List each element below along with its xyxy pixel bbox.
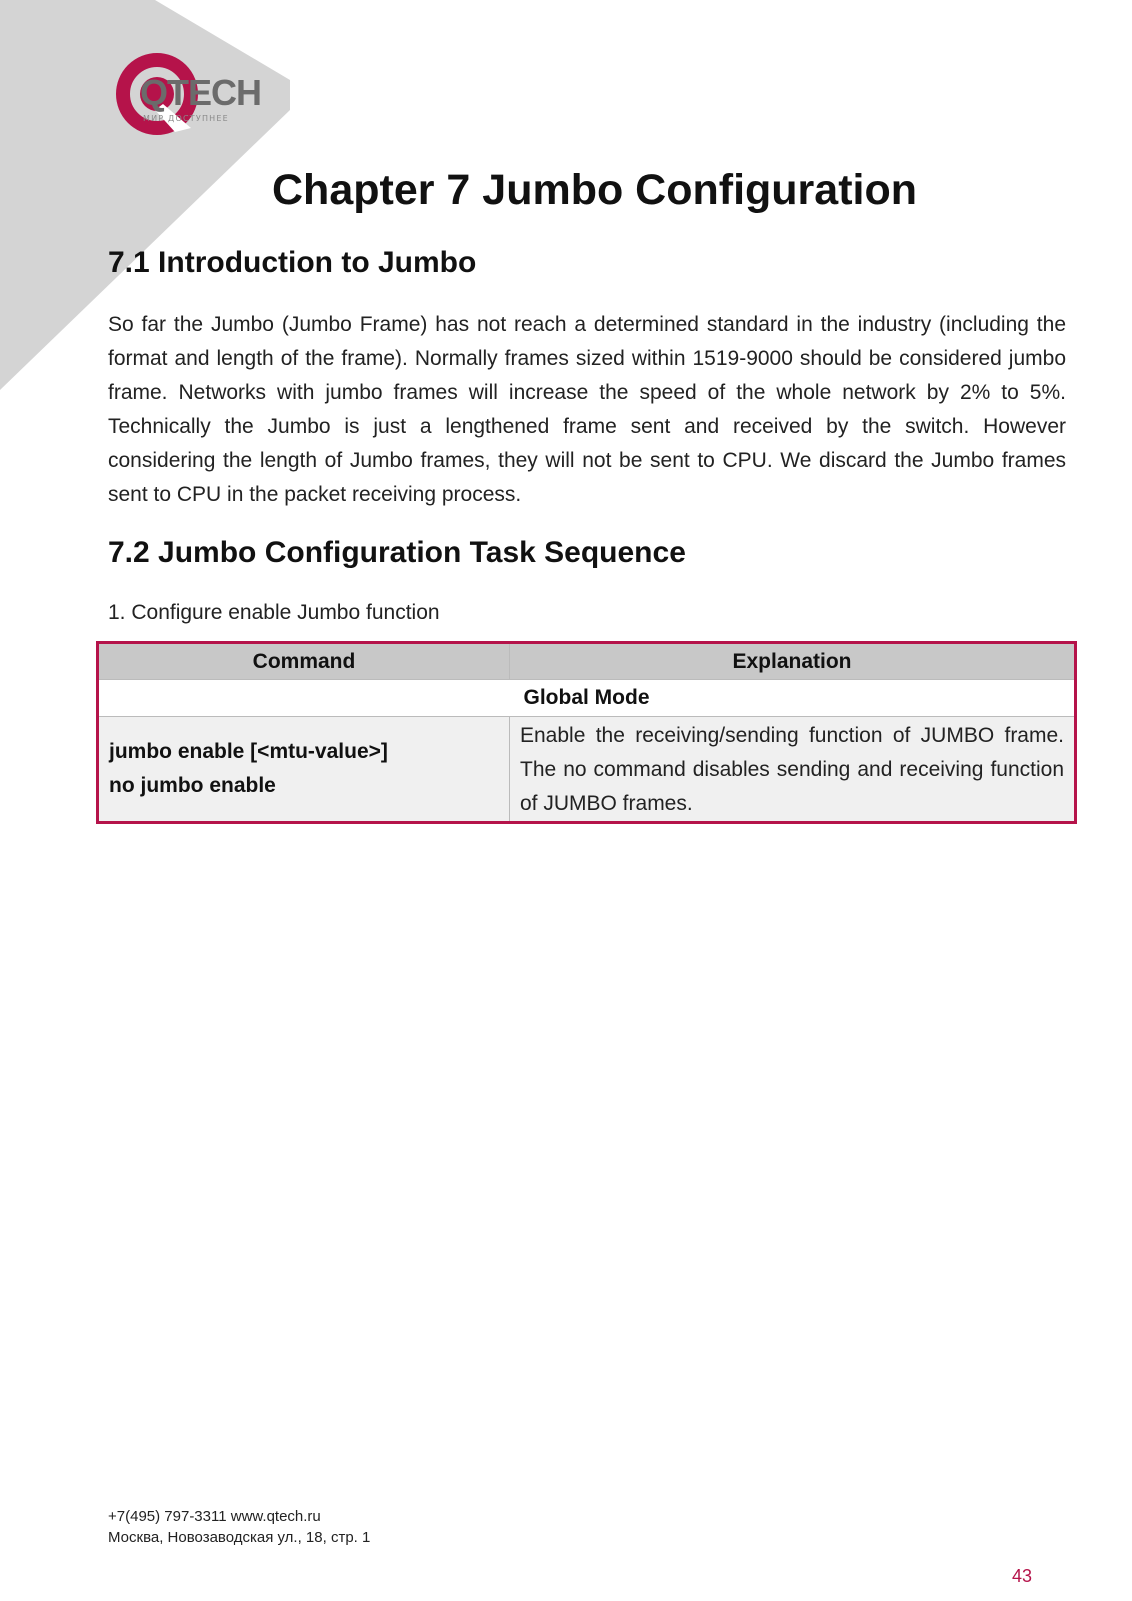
chapter-title: Chapter 7 Jumbo Configuration: [272, 166, 917, 214]
header-command: Command: [98, 643, 510, 680]
mode-cell: Global Mode: [98, 680, 1076, 717]
command-disable: no jumbo enable: [109, 774, 276, 797]
section-title-task-sequence: 7.2 Jumbo Configuration Task Sequence: [108, 536, 686, 569]
footer-contact: +7(495) 797-3311 www.qtech.ru: [108, 1508, 321, 1525]
mode-row: [98, 680, 1076, 717]
logo-brand: QTECH: [140, 72, 261, 113]
table-header-row: [98, 643, 1076, 680]
footer-address: Москва, Новозаводская ул., 18, стр. 1: [108, 1529, 371, 1546]
logo-tagline: МИР ДОСТУПНЕЕ: [143, 114, 229, 123]
command-table: [96, 641, 1077, 824]
step-label: 1. Configure enable Jumbo function: [108, 601, 440, 624]
section-title-intro: 7.1 Introduction to Jumbo: [108, 246, 477, 279]
intro-paragraph: So far the Jumbo (Jumbo Frame) has not reach a determined standard in the industry (including the format and length of the frame). Normally frames sized within 1519-9000 should be considered jumbo frame. Networks with jumbo frames will increase the speed of the whole network by 2% to 5%. Technically the Jumbo is just a lengthened frame sent and received by the switch. However considering the length of Jumbo frames, they will not be sent to CPU. We discard the Jumbo frames sent to CPU in the packet receiving process.: [108, 313, 1066, 506]
command-cell: [98, 717, 510, 823]
command-enable: jumbo enable [<mtu-value>]: [109, 740, 388, 763]
table-row: [98, 717, 1076, 823]
page-number: 43: [1012, 1566, 1033, 1586]
header-explanation: Explanation: [510, 643, 1076, 680]
explanation-cell: Enable the receiving/sending function of JUMBO frame. The no command disables sending and receiving function of JUMBO frames.: [510, 717, 1076, 823]
